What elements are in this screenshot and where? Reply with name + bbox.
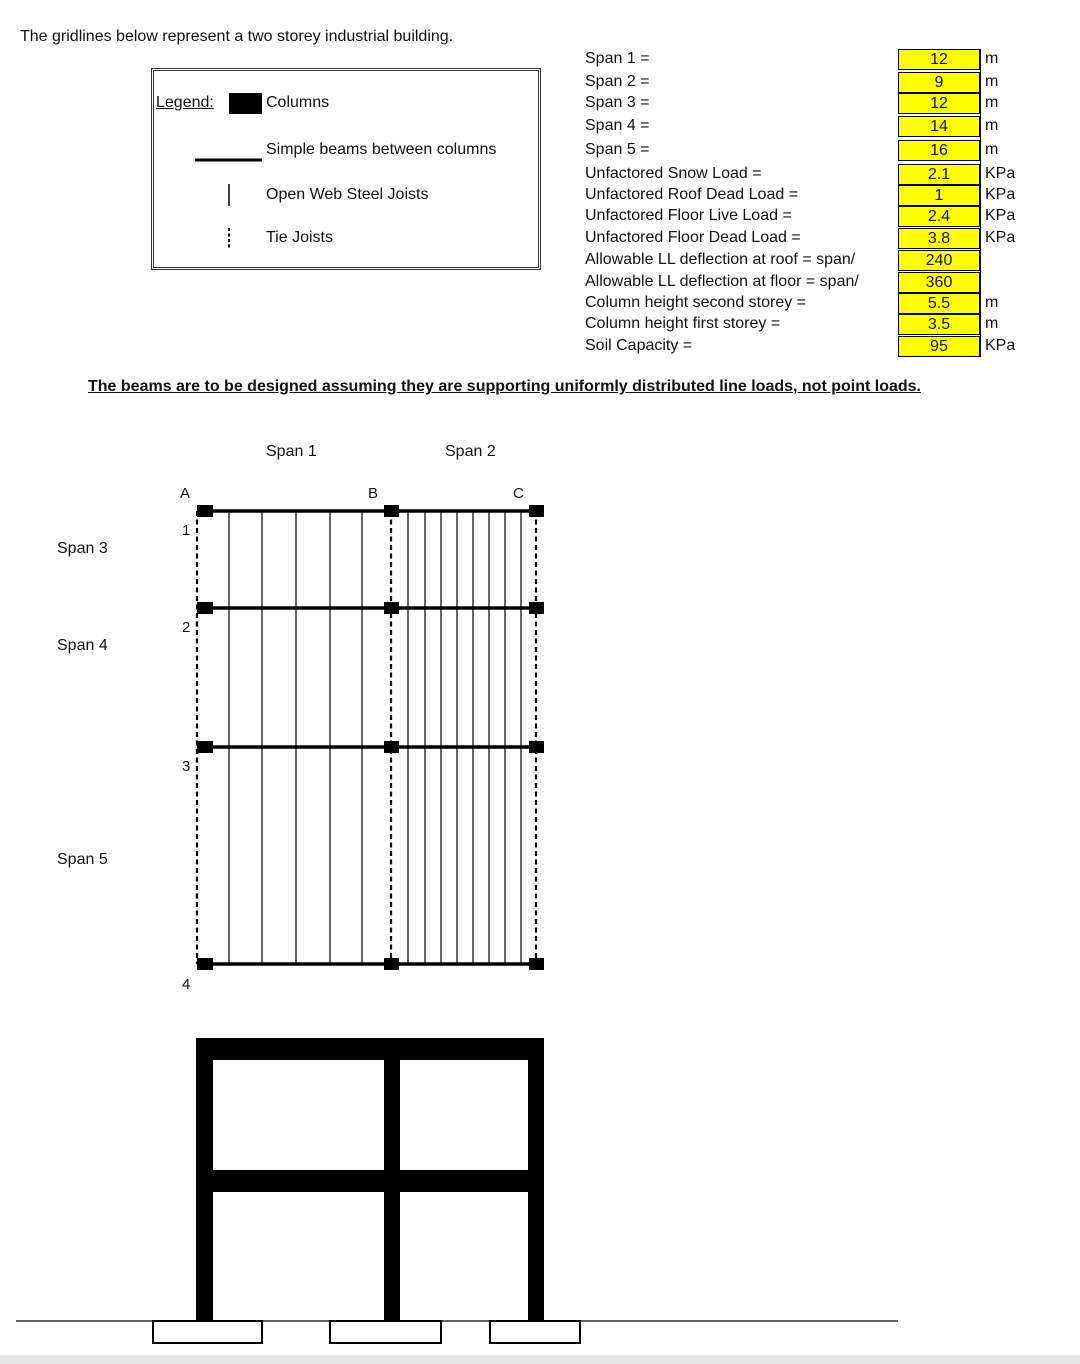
param-value-floor-deflection[interactable]: 360 [898, 272, 980, 293]
span-2-label: Span 2 [445, 443, 496, 460]
beams [197, 511, 536, 964]
param-label-soil-capacity: Soil Capacity = [585, 337, 693, 354]
param-unit-span-1: m [985, 50, 999, 67]
param-value-floor-live-load[interactable]: 2.4 [898, 206, 980, 227]
param-value-span-5[interactable]: 16 [898, 140, 980, 161]
param-value-span-3[interactable]: 12 [898, 93, 980, 114]
param-label-span-2: Span 2 = [585, 73, 650, 90]
columns [197, 505, 544, 970]
grid-label-3: 3 [182, 758, 191, 775]
span-5-label: Span 5 [57, 851, 108, 868]
param-value-column-height-first[interactable]: 3.5 [898, 314, 980, 335]
column-middle [384, 1038, 400, 1322]
tie-joists [197, 511, 536, 964]
grid-label-c: C [513, 485, 524, 502]
frame-elevation [196, 1038, 544, 1322]
span-4-label: Span 4 [57, 637, 108, 654]
param-value-column-height-second[interactable]: 5.5 [898, 293, 980, 314]
grid-label-4: 4 [182, 976, 191, 993]
grid-label-2: 2 [182, 619, 191, 636]
param-unit-roof-dead-load: KPa [985, 186, 1016, 203]
param-unit-soil-capacity: KPa [985, 337, 1016, 354]
param-value-snow-load[interactable]: 2.1 [898, 164, 980, 185]
grid-label-a: A [180, 485, 191, 502]
param-unit-span-5: m [985, 141, 999, 158]
roof-beam [196, 1038, 543, 1060]
param-label-column-height-first: Column height first storey = [585, 315, 781, 332]
span-3-label: Span 3 [57, 540, 108, 557]
param-label-span-3: Span 3 = [585, 94, 650, 111]
param-value-span-2[interactable]: 9 [898, 72, 980, 93]
legend-title: Legend: [156, 94, 214, 111]
param-label-span-1: Span 1 = [585, 50, 650, 67]
param-unit-floor-live-load: KPa [985, 207, 1016, 224]
footings [153, 1321, 580, 1343]
design-note: The beams are to be designed assuming they are supporting uniformly distributed line loads, not point loads. [88, 378, 921, 395]
grid-label-b: B [368, 485, 379, 502]
param-label-roof-dead-load: Unfactored Roof Dead Load = [585, 186, 799, 203]
param-unit-column-height-first: m [985, 315, 999, 332]
param-value-floor-dead-load[interactable]: 3.8 [898, 228, 980, 249]
param-value-soil-capacity[interactable]: 95 [898, 336, 980, 357]
legend-label-tie-joists: Tie Joists [266, 229, 333, 246]
param-value-roof-deflection[interactable]: 240 [898, 250, 980, 271]
param-value-span-1[interactable]: 12 [898, 49, 980, 70]
param-unit-span-2: m [985, 73, 999, 90]
param-unit-column-height-second: m [985, 294, 999, 311]
legend-label-columns: Columns [266, 94, 330, 111]
column-left [196, 1038, 213, 1322]
column-right [528, 1038, 544, 1322]
param-value-roof-dead-load[interactable]: 1 [898, 185, 980, 206]
param-label-floor-dead-load: Unfactored Floor Dead Load = [585, 229, 801, 246]
param-value-span-4[interactable]: 14 [898, 116, 980, 137]
param-label-span-5: Span 5 = [585, 141, 650, 158]
param-unit-span-4: m [985, 117, 999, 134]
span-1-label: Span 1 [266, 443, 317, 460]
grid-label-1: 1 [182, 522, 191, 539]
bottom-strip [0, 1355, 1080, 1364]
joists-span-1 [229, 511, 362, 964]
param-label-floor-deflection: Allowable LL deflection at floor = span/ [585, 273, 859, 290]
param-unit-snow-load: KPa [985, 165, 1016, 182]
param-label-column-height-second: Column height second storey = [585, 294, 807, 311]
param-unit-span-3: m [985, 94, 999, 111]
intro-text: The gridlines below represent a two storey industrial building. [20, 28, 454, 45]
param-label-span-4: Span 4 = [585, 117, 650, 134]
param-unit-floor-dead-load: KPa [985, 229, 1016, 246]
floor-beam [196, 1170, 543, 1192]
param-label-snow-load: Unfactored Snow Load = [585, 165, 762, 182]
param-label-roof-deflection: Allowable LL deflection at roof = span/ [585, 251, 856, 268]
joists-span-2 [408, 511, 521, 964]
legend-label-beams: Simple beams between columns [266, 141, 497, 158]
param-label-floor-live-load: Unfactored Floor Live Load = [585, 207, 792, 224]
legend-label-joists: Open Web Steel Joists [266, 186, 429, 203]
